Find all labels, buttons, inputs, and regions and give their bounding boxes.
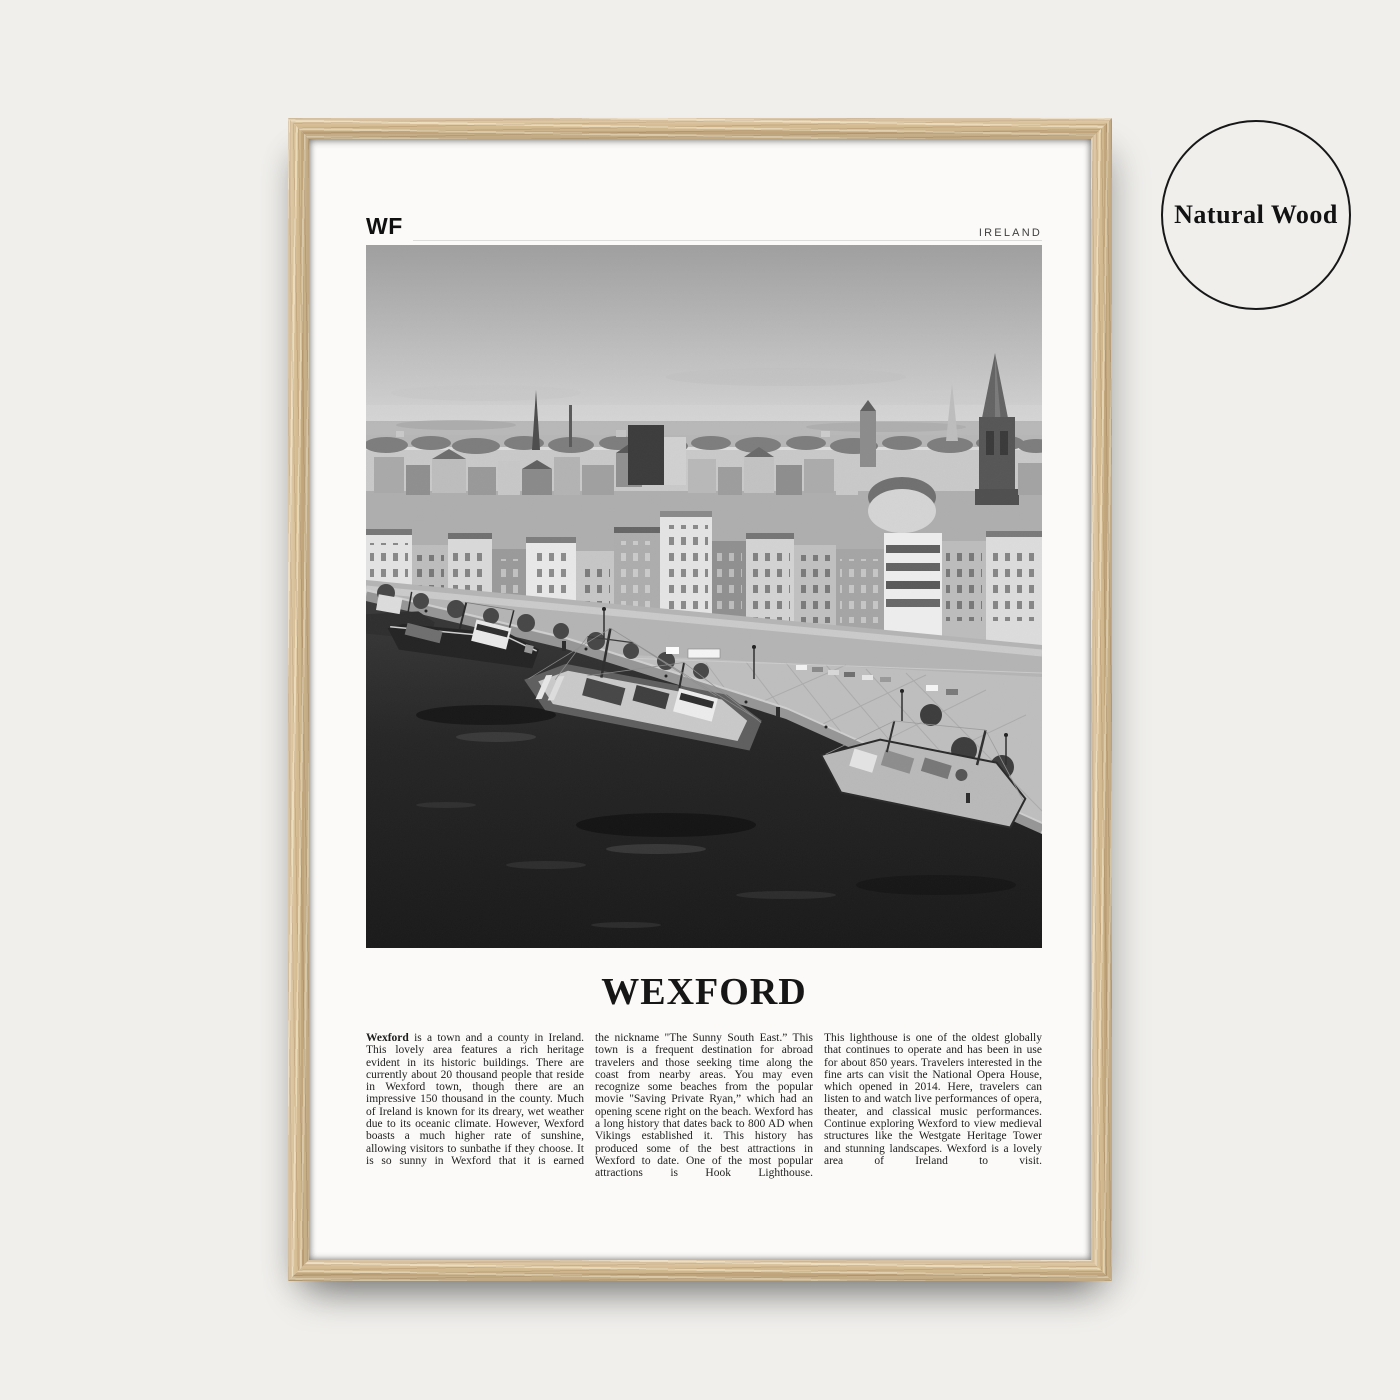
poster (309, 139, 1091, 1260)
frame-bottom-bar (288, 1260, 1112, 1281)
column-lead: Wexford (366, 1032, 409, 1044)
frame-left-bar (288, 118, 309, 1281)
article-columns (366, 1032, 1042, 1180)
badge-label: Natural Wood (1174, 200, 1338, 229)
poster-title: WEXFORD (601, 971, 807, 1013)
column-text: is a town and a county in Ireland. This lovely area features a rich heritage evident in its historic buildings. There are currently about 20 thousand people that reside in Wexford town, though there are an impressive 150 thousand in the county. Much of Ireland is known for its dreary, wet weather due to its oceanic climate. However, Wexford boasts a much higher rate of sunshine, allowing visitors to sunbathe if they choose. It is so sunny in Wexford that it is earned (366, 1032, 584, 1167)
brand-initials: WF (366, 213, 403, 239)
article-column-3 (824, 1032, 1042, 1180)
article-column-2 (595, 1032, 813, 1180)
frame-top-bar (288, 118, 1112, 139)
frame-right-bar (1091, 118, 1112, 1281)
column-text: This lighthouse is one of the oldest globally that continues to operate and has been in use for about 850 years. Travelers interested in the fine arts can visit the National Opera House, which opened in 2014. Here, travelers can listen to and watch live performances of opera, theater, and classical music performances. Continue exploring Wexford to view medieval structures like the Westgate Heritage Tower and stunning landscapes. Wexford is a lovely area of Ireland to visit. (824, 1032, 1042, 1167)
column-text: the nickname "The Sunny South East.” This town is a frequent destination for abroad travelers and those seeking time along the coast from nearby areas. You may even recognize some beaches from the popular movie "Saving Private Ryan,” which had an opening scene right on the beach. Wexford has a long history that dates back to 800 AD when Vikings established it. This history has produced some of the best attractions in Wexford to date. One of the most popular attractions is Hook Lighthouse. (595, 1032, 813, 1180)
article-column-1 (366, 1032, 584, 1180)
header-rule (413, 240, 1042, 241)
wexford-harbor-photo (366, 245, 1042, 948)
country-label: IRELAND (978, 227, 1042, 239)
natural-wood-badge (1161, 120, 1351, 310)
picture-frame (288, 118, 1112, 1281)
